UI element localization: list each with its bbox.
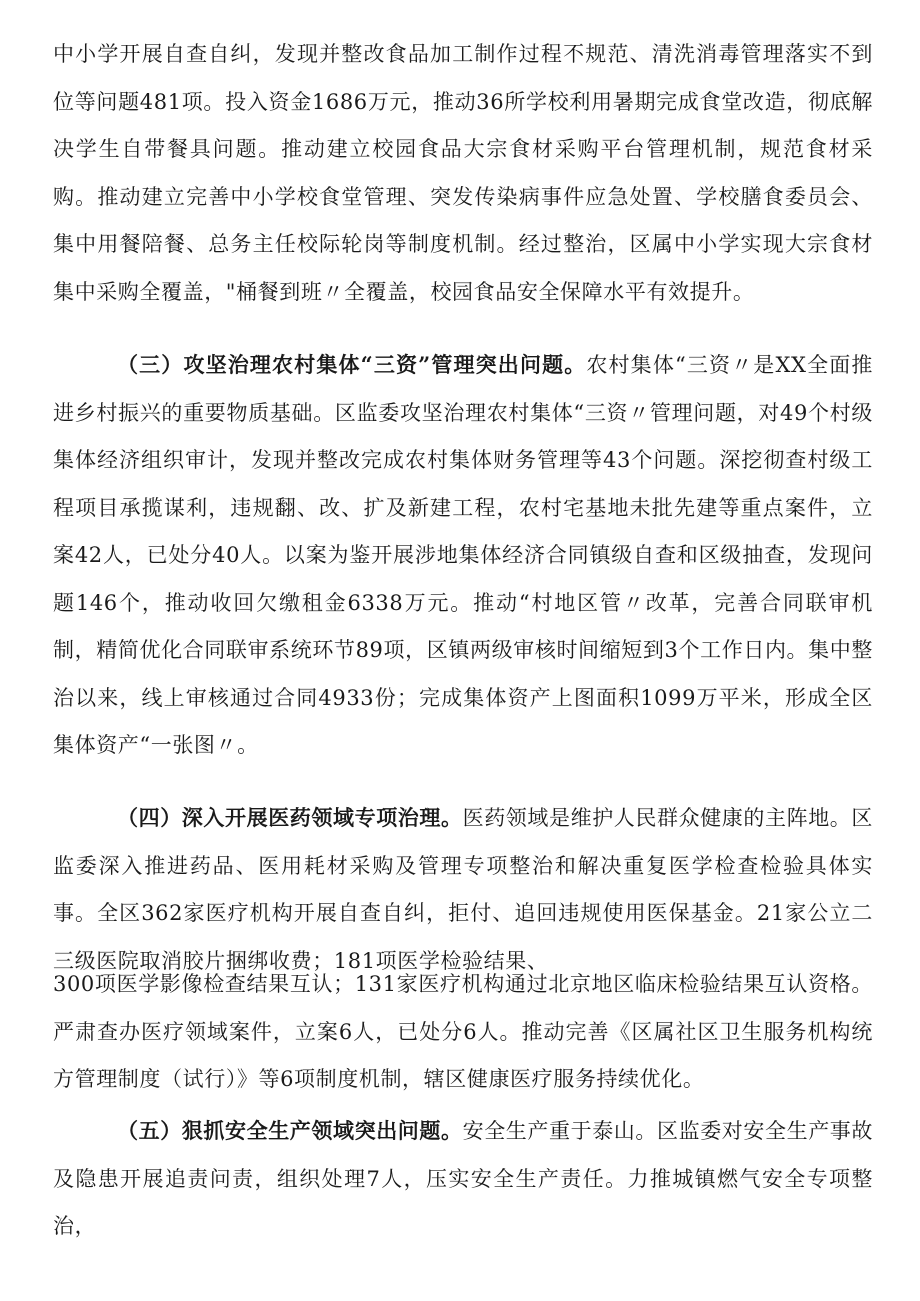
paragraph-medical-governance-continued [53, 961, 873, 1104]
paragraph-school-food-safety [53, 31, 873, 316]
paragraph-rural-collective-assets [53, 341, 873, 770]
paragraph-text: 农村集体“三资〃是XX全面推进乡村振兴的重要物质基础。区监委攻坚治理农村集体“三资〃管理问题，对49个村级集体经济组织审计，发现并整改完成农村集体财务管理等43个问题。深挖彻查村级工程项目承揽谋利，违规翻、改、扩及新建工程，农村宅基地未批先建等重点案件，立案42人，已处分40人。以案为鉴开展涉地集体经济合同镇级自查和区级抽查，发现问题146个，推动收回欠缴租金6338万元。推动“村地区管〃改革，完善合同联审机制，精简优化合同联审系统环节89项，区镇两级审核时间缩短到3个工作日内。集中整治以来，线上审核通过合同4933份；完成集体资产上图面积1099万平米，形成全区集体资产“一张图〃。 [53, 353, 873, 757]
section-heading-5: （五）狠抓安全生产领域突出问题。 [117, 1118, 463, 1143]
section-heading-4: （四）深入开展医药领域专项治理。 [117, 805, 463, 830]
paragraph-production-safety [53, 1107, 873, 1251]
paragraph-medical-governance [53, 794, 873, 985]
paragraph-text: 医药领域是维护人民群众健康的主阵地。区监委深入推进药品、医用耗材采购及管理专项整治和解决重复医学检查检验具体实事。全区362家医疗机构开展自查自纠，拒付、追回违规使用医保基金。21家公立二三级医院取消胶片捆绑收费；181项医学检验结果、 [53, 806, 874, 973]
section-heading-3: （三）攻坚治理农村集体“三资”管理突出问题。 [117, 352, 587, 377]
paragraph-text: 中小学开展自查自纠，发现并整改食品加工制作过程不规范、清洗消毒管理落实不到位等问题481项。投入资金1686万元，推动36所学校利用暑期完成食堂改造，彻底解决学生自带餐具问题。推动建立校园食品大宗食材采购平台管理机制，规范食材采购。推动建立完善中小学校食堂管理、突发传染病事件应急处置、学校膳食委员会、集中用餐陪餐、总务主任校际轮岗等制度机制。经过整治，区属中小学实现大宗食材集中采购全覆盖，"桶餐到班〃全覆盖，校园食品安全保障水平有效提升。 [53, 42, 873, 304]
paragraph-text: 300项医学影像检查结果互认；131家医疗机构通过北京地区临床检验结果互认资格。严肃查办医疗领域案件，立案6人，已处分6人。推动完善《区属社区卫生服务机构统方管理制度（试行）》等6项制度机制，辖区健康医疗服务持续优化。 [53, 972, 873, 1091]
paragraph-text: 安全生产重于泰山。区监委对安全生产事故及隐患开展追责问责，组织处理7人，压实安全生产责任。力推城镇燃气安全专项整治， [53, 1119, 874, 1238]
